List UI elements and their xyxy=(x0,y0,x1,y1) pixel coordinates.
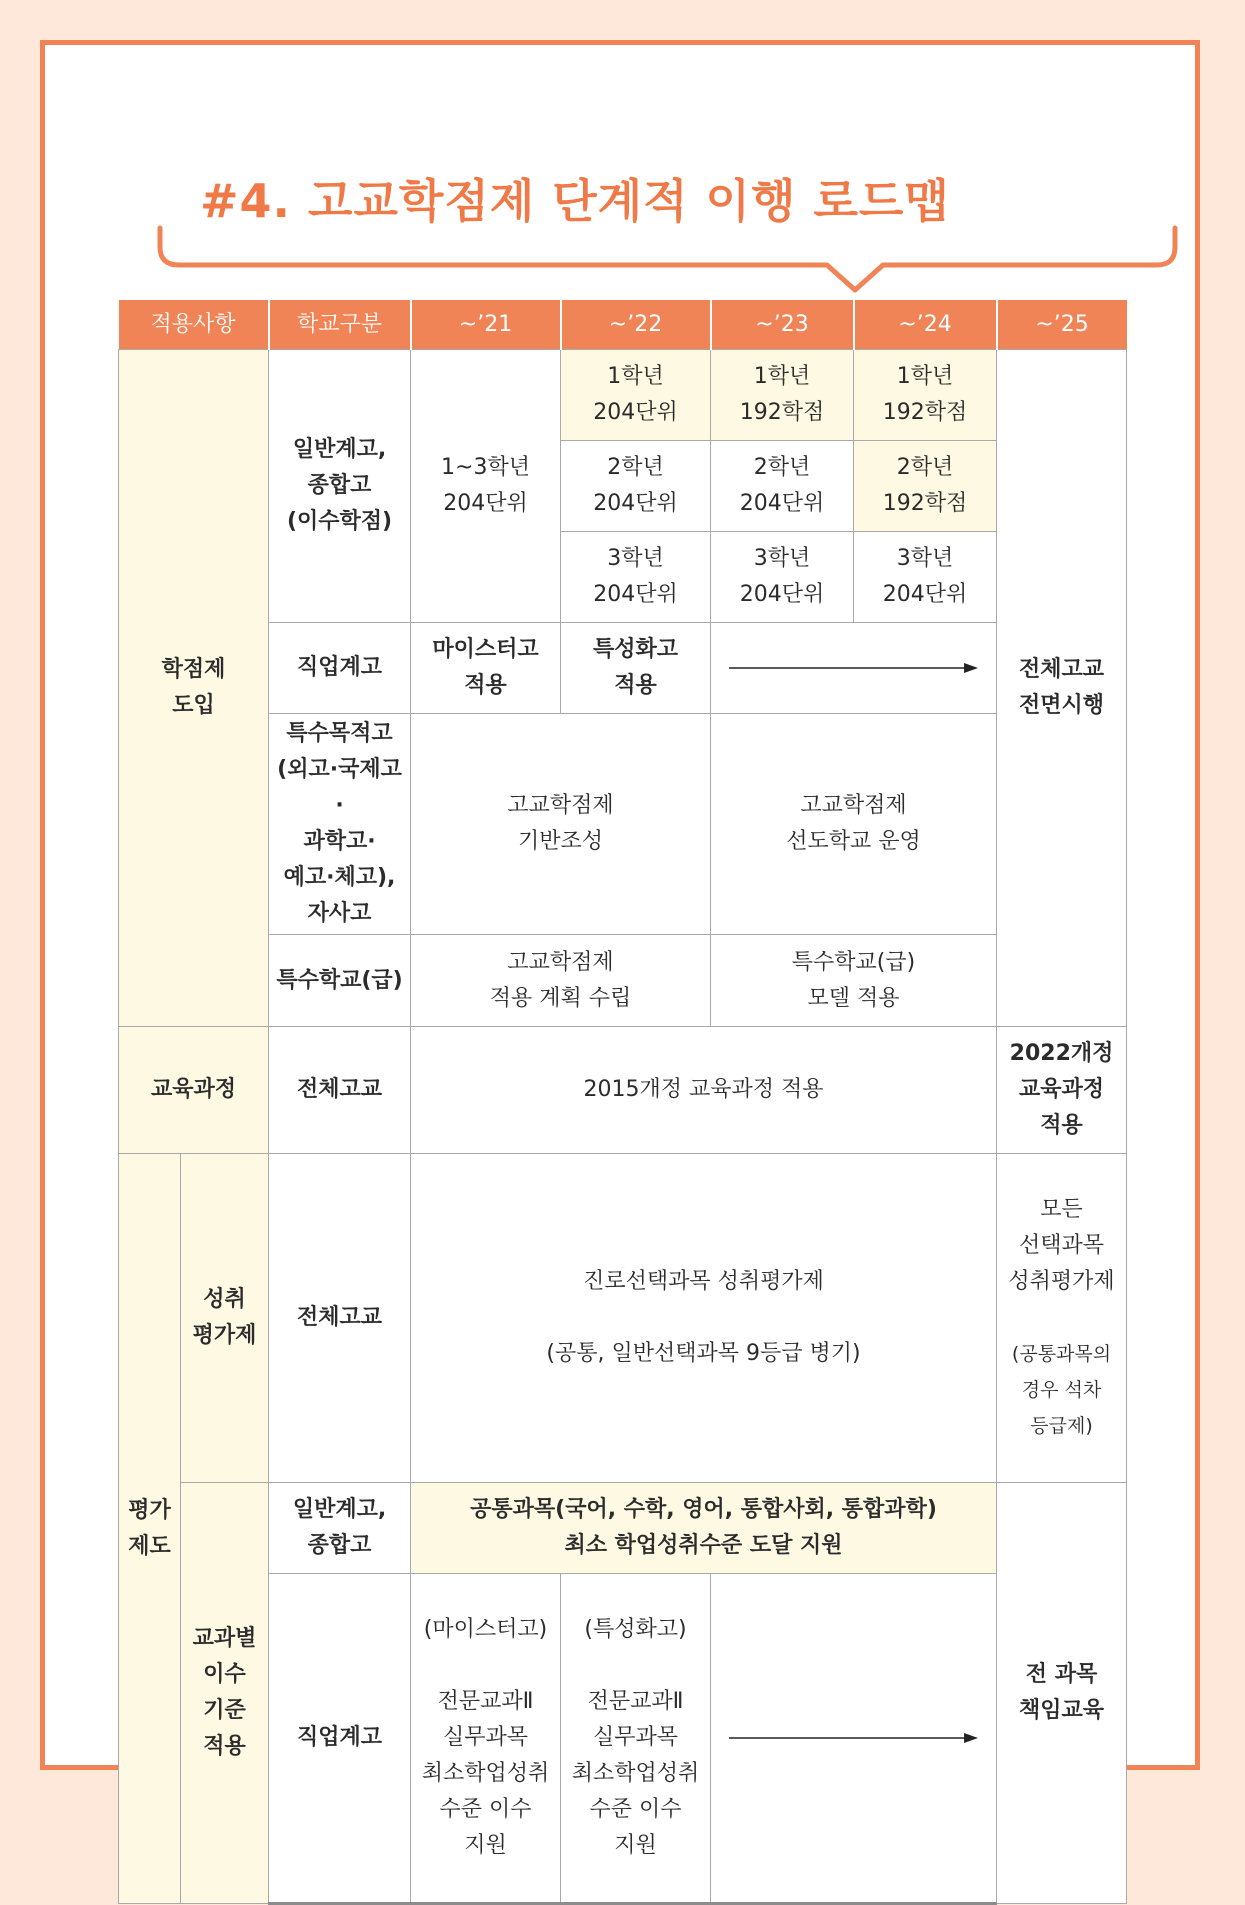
completion-specialized xyxy=(561,1574,711,1904)
specialized-heading: (특성화고) xyxy=(584,1617,687,1642)
curriculum-school: 전체고교 xyxy=(269,1027,411,1154)
grade1-2024: 1학년 192학점 xyxy=(854,350,997,441)
vocational-2022: 특성화고 적용 xyxy=(561,623,711,714)
right-arrow-icon xyxy=(729,1730,978,1746)
general-2021: 1~3학년 204단위 xyxy=(411,350,561,623)
achievement-main-text: 진로선택과목 성취평가제 xyxy=(583,1269,824,1294)
specialized-body: 전문교과Ⅱ 실무과목 최소학업성취 수준 이수 지원 xyxy=(571,1689,700,1858)
grade2-2022: 2학년 204단위 xyxy=(561,441,711,532)
category-evaluation: 평가 제도 xyxy=(119,1154,181,1904)
school-special-purpose: 특수목적고 (외고·국제고· 과학고· 예고·체고), 자사고 xyxy=(269,714,411,935)
achievement-current xyxy=(411,1154,997,1483)
achievement-2025-note: (공통과목의 경우 석차 등급제) xyxy=(1011,1343,1112,1437)
meister-heading: (마이스터고) xyxy=(423,1617,548,1642)
sub-achievement-evaluation: 성취 평가제 xyxy=(181,1154,269,1483)
header-school-type: 학교구분 xyxy=(269,300,411,350)
grade3-2022: 3학년 204단위 xyxy=(561,532,711,623)
roadmap-table-wrapper xyxy=(118,300,1126,1905)
completion-general-text: 공통과목(국어, 수학, 영어, 통합사회, 통합과학) 최소 학업성취수준 도달 지원 xyxy=(411,1483,997,1574)
completion-2025: 전 과목 책임교육 xyxy=(997,1483,1127,1904)
title-underline-bracket xyxy=(157,225,1179,295)
completion-continuation xyxy=(711,1574,997,1904)
grade1-2022: 1학년 204단위 xyxy=(561,350,711,441)
category-credit-system: 학점제 도입 xyxy=(119,350,269,1027)
credit-2025: 전체고교 전면시행 xyxy=(997,350,1127,1027)
special-education-later: 특수학교(급) 모델 적용 xyxy=(711,935,997,1027)
school-special-education: 특수학교(급) xyxy=(269,935,411,1027)
special-purpose-later: 고교학점제 선도학교 운영 xyxy=(711,714,997,935)
completion-general-school: 일반계고, 종합고 xyxy=(269,1483,411,1574)
completion-vocational-school: 직업계고 xyxy=(269,1574,411,1904)
vocational-continuation xyxy=(711,623,997,714)
header-2025: ~’25 xyxy=(997,300,1127,350)
page-title: #4. 고교학점제 단계적 이행 로드맵 xyxy=(200,174,950,228)
grade3-2024: 3학년 204단위 xyxy=(854,532,997,623)
achievement-note-text: (공통, 일반선택과목 9등급 병기) xyxy=(546,1341,861,1366)
header-row xyxy=(119,300,1127,350)
header-category: 적용사항 xyxy=(119,300,269,350)
vocational-2021: 마이스터고 적용 xyxy=(411,623,561,714)
grade1-2023: 1학년 192학점 xyxy=(711,350,854,441)
curriculum-2025: 2022개정 교육과정 적용 xyxy=(997,1027,1127,1154)
sub-completion-criteria: 교과별 이수 기준 적용 xyxy=(181,1483,269,1904)
header-2024: ~’24 xyxy=(854,300,997,350)
achievement-2025 xyxy=(997,1154,1127,1483)
curriculum-current: 2015개정 교육과정 적용 xyxy=(411,1027,997,1154)
right-arrow-icon xyxy=(729,660,978,676)
header-2023: ~’23 xyxy=(711,300,854,350)
school-vocational: 직업계고 xyxy=(269,623,411,714)
completion-meister xyxy=(411,1574,561,1904)
special-education-early: 고교학점제 적용 계획 수립 xyxy=(411,935,711,1027)
special-purpose-early: 고교학점제 기반조성 xyxy=(411,714,711,935)
achievement-school: 전체고교 xyxy=(269,1154,411,1483)
roadmap-table xyxy=(118,300,1127,1905)
achievement-2025-main: 모든 선택과목 성취평가제 xyxy=(1008,1197,1115,1294)
grade3-2023: 3학년 204단위 xyxy=(711,532,854,623)
header-2022: ~’22 xyxy=(561,300,711,350)
grade2-2023: 2학년 204단위 xyxy=(711,441,854,532)
header-2021: ~’21 xyxy=(411,300,561,350)
meister-body: 전문교과Ⅱ 실무과목 최소학업성취 수준 이수 지원 xyxy=(421,1689,550,1858)
grade2-2024: 2학년 192학점 xyxy=(854,441,997,532)
school-general: 일반계고, 종합고 (이수학점) xyxy=(269,350,411,623)
category-curriculum: 교육과정 xyxy=(119,1027,269,1154)
